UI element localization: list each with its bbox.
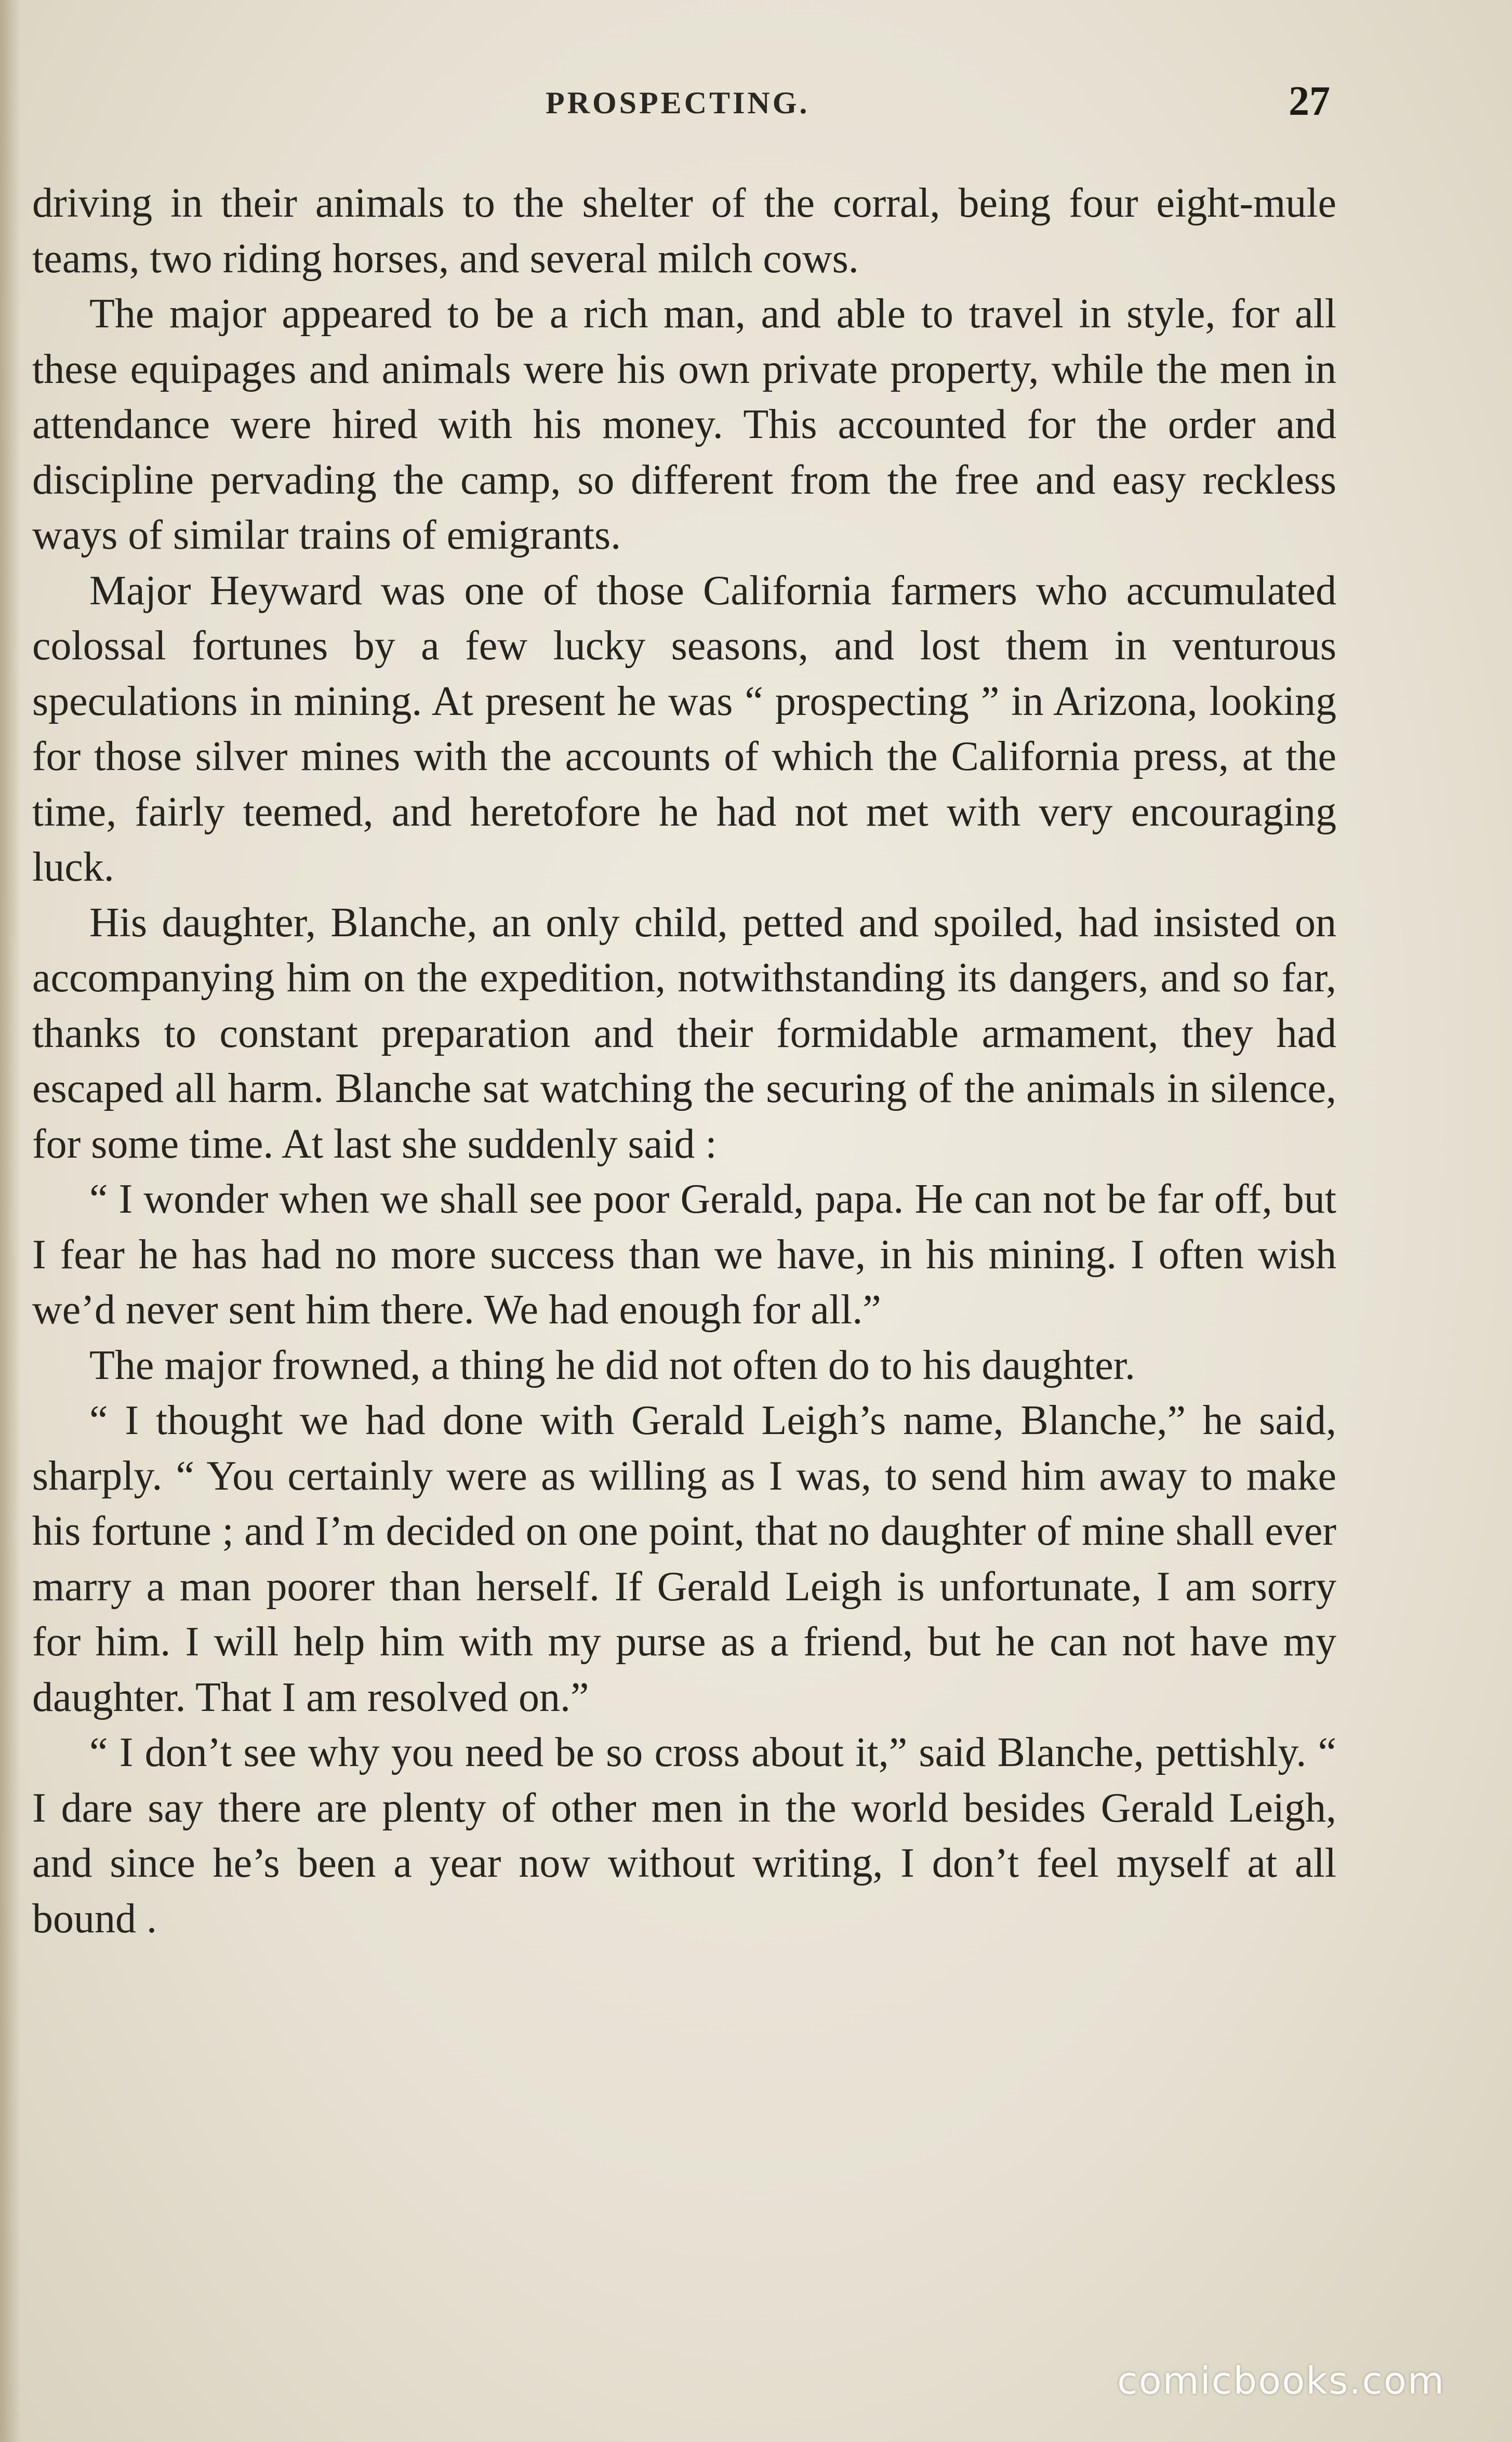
paragraph: “ I don’t see why you need be so cross about it,” said Blanche, pettishly. “ I dare say there are plenty of other men in the world besides Gerald Leigh, and since he’s been a year now without writing, I don’t feel myself at all bound . [32, 1730, 1336, 1942]
paragraph: “ I wonder when we shall see poor Gerald, papa. He can not be far off, but I fear he has had no more success than we have, in his mining. I often wish we’d never sent him there. We had enough for all.” [32, 1176, 1336, 1333]
binding-shadow [0, 0, 21, 2442]
body-text [32, 176, 1336, 1946]
page-number: 27 [1289, 78, 1330, 124]
paragraph: driving in their animals to the shelter of the corral, being four eight-mule teams, two riding horses, and several milch cows. [32, 180, 1336, 282]
paragraph: The major frowned, a thing he did not often do to his daughter. [89, 1342, 1135, 1388]
paragraph: The major appeared to be a rich man, and able to travel in style, for all these equipages and animals were his own private property, while the men in attendance were hired with his money. This accounted for the order and discipline pervading the camp, so different from the free and easy reckless ways of similar trains of emigrants. [32, 291, 1336, 558]
page-header [0, 78, 1512, 125]
paragraph: Major Heyward was one of those California farmers who accumulated colossal fortunes by a few lucky seasons, and lost them in venturous speculations in mining. At present he was “ prospecting ” in Arizona, looking for those silver mines with the accounts of which the California press, at the time, fairly teemed, and heretofore he had not met with very encouraging luck. [32, 567, 1336, 890]
running-head: PROSPECTING. [546, 86, 810, 120]
paragraph: “ I thought we had done with Gerald Leigh’s name, Blanche,” he said, sharply. “ You certainly were as willing as I was, to send him away to make his fortune ; and I’m decided on one point, that no daughter of mine shall ever marry a man poorer than herself. If Gerald Leigh is unfortunate, I am sorry for him. I will help him with my purse as a friend, but he can not have my daughter. That I am resolved on.” [32, 1398, 1336, 1720]
watermark: comicbooks.com [1117, 2359, 1445, 2403]
paragraph: His daughter, Blanche, an only child, petted and spoiled, had insisted on accompanying him on the expedition, notwithstanding its dangers, and so far, thanks to constant preparation and their formidable armament, they had escaped all harm. Blanche sat watching the securing of the animals in silence, for some time. At last she suddenly said : [32, 899, 1336, 1167]
